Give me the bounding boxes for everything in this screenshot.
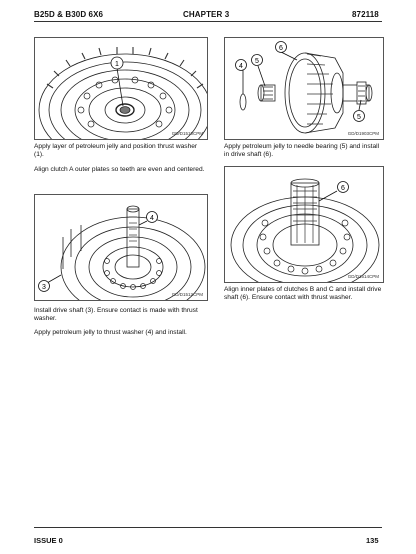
doc-number: 872118 [352,10,379,19]
figure-align-inner-plates [224,166,384,283]
caption-align-inner-plates: Align inner plates of clutches B and C and install drive shaft (6). Ensure contact with thrust washer. [224,286,382,302]
figure-4-drawing [225,167,383,282]
footer-rule [34,527,382,528]
header-rule [34,21,382,22]
caption-needle-bearing: Apply petroleum jelly to needle bearing (5) and install in drive shaft (6). [224,143,380,159]
issue-label: ISSUE 0 [34,536,63,545]
callout-5-right: 5 [357,114,361,121]
caption-thrust-washer-4: Apply petroleum jelly to thrust washer (4) and install. [34,329,187,336]
doc-model: B25D & B30D 6X6 [34,10,104,19]
callout-6: 6 [279,45,283,52]
callout-4: 4 [150,215,154,222]
chapter-title: CHAPTER 3 [183,10,230,19]
figure-thrust-washer [34,37,208,140]
callout-4: 4 [239,63,243,70]
figure-3-drawing [35,195,207,300]
callout-5: 5 [255,58,259,65]
page-number: 135 [366,536,379,545]
figure-code: GD/D1903CPM [347,131,379,136]
callout-1: 1 [115,61,119,68]
figure-code: GD/D1514CPM [347,274,379,279]
figure-code: GD/D1512CPM [171,292,203,297]
figure-needle-bearing [224,37,384,140]
caption-install-drive-shaft: Install drive shaft (3). Ensure contact is made with thrust washer. [34,307,198,323]
caption-align-clutch-a: Align clutch A outer plates so teeth are even and centered. [34,166,205,173]
figure-1-drawing [35,38,207,139]
callout-3: 3 [42,284,46,291]
figure-install-drive-shaft [34,194,208,301]
callout-6: 6 [341,185,345,192]
figure-2-drawing [225,38,383,139]
caption-thrust-washer: Apply layer of petroleum jelly and position thrust washer (1). [34,143,198,159]
figure-code: GD/D1510CPM [171,131,203,136]
